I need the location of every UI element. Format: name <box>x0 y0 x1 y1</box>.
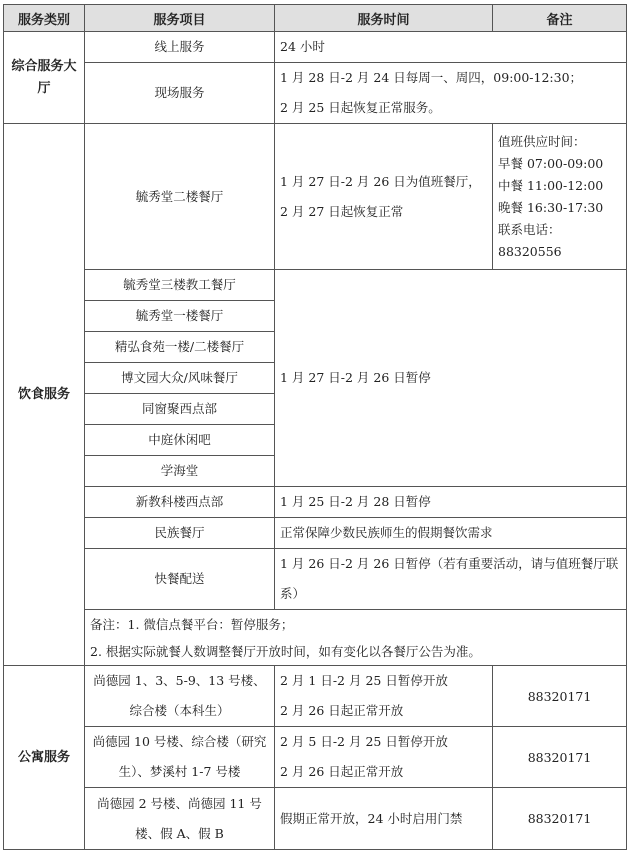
item-restaurant: 学海堂 <box>85 456 275 487</box>
table-row <box>4 518 627 549</box>
note-line: 联系电话：88320556 <box>498 221 562 259</box>
item-apartment: 尚德园 2 号楼、尚德园 11 号楼、假 A、假 B <box>85 788 275 850</box>
table-row <box>4 666 627 727</box>
apartment-phone: 88320171 <box>493 788 627 850</box>
header-row <box>4 5 627 32</box>
time-onsite-line2: 2 月 25 日起恢复正常服务。 <box>280 100 441 115</box>
time-apartment-line2: 2 月 26 日起正常开放 <box>280 703 404 718</box>
table-row <box>4 487 627 518</box>
time-online: 24 小时 <box>275 32 627 63</box>
apartment-phone: 88320171 <box>493 666 627 727</box>
table-row <box>4 270 627 301</box>
time-apartment-line1: 2 月 1 日-2 月 25 日暂停开放 <box>280 673 448 688</box>
category-apartment: 公寓服务 <box>4 666 85 850</box>
time-onsite <box>275 63 627 124</box>
header-time: 服务时间 <box>275 5 493 32</box>
table-row <box>4 63 627 124</box>
item-onsite: 现场服务 <box>85 63 275 124</box>
note-line: 值班供应时间： <box>498 133 586 149</box>
item-restaurant: 精弘食苑一楼/二楼餐厅 <box>85 332 275 363</box>
item-minzu: 民族餐厅 <box>85 518 275 549</box>
remark-line: 2. 根据实际就餐人数调整餐厅开放时间，如有变化以各餐厅公告为准。 <box>90 643 481 659</box>
table-row <box>4 610 627 666</box>
table-row <box>4 124 627 270</box>
apartment-phone: 88320171 <box>493 727 627 788</box>
item-online: 线上服务 <box>85 32 275 63</box>
item-restaurant: 博文园大众/风味餐厅 <box>85 363 275 394</box>
item-restaurant: 毓秀堂一楼餐厅 <box>85 301 275 332</box>
time-onsite-line1: 1 月 28 日-2 月 24 日每周一、周四，09:00-12:30； <box>280 70 583 85</box>
item-delivery: 快餐配送 <box>85 549 275 610</box>
header-note: 备注 <box>493 5 627 32</box>
table-row <box>4 32 627 63</box>
time-apartment <box>275 727 493 788</box>
item-yuxiu-2f: 毓秀堂二楼餐厅 <box>85 124 275 270</box>
header-item: 服务项目 <box>85 5 275 32</box>
table-row <box>4 788 627 850</box>
time-yuxiu-2f: 1 月 27 日-2 月 26 日为值班餐厅，2 月 27 日起恢复正常 <box>275 124 493 270</box>
time-xinjiao: 1 月 25 日-2 月 28 日暂停 <box>275 487 627 518</box>
item-apartment: 尚德园 10 号楼、综合楼（研究生）、梦溪村 1-7 号楼 <box>85 727 275 788</box>
table-row <box>4 549 627 610</box>
time-restaurant-group: 1 月 27 日-2 月 26 日暂停 <box>275 270 627 487</box>
service-schedule-table <box>3 4 627 850</box>
note-line: 中餐 11:00-12:00 <box>498 177 604 193</box>
time-apartment-line1: 2 月 5 日-2 月 25 日暂停开放 <box>280 734 448 749</box>
category-dining: 饮食服务 <box>4 124 85 666</box>
item-restaurant: 同窗聚西点部 <box>85 394 275 425</box>
header-category: 服务类别 <box>4 5 85 32</box>
note-line: 早餐 07:00-09:00 <box>498 155 604 171</box>
dining-remarks <box>85 610 627 666</box>
time-apartment: 假期正常开放，24 小时启用门禁 <box>275 788 493 850</box>
item-restaurant: 中庭休闲吧 <box>85 425 275 456</box>
time-apartment <box>275 666 493 727</box>
remark-line: 备注：1. 微信点餐平台：暂停服务； <box>90 616 294 632</box>
item-xinjiao: 新教科楼西点部 <box>85 487 275 518</box>
category-hall: 综合服务大厅 <box>4 32 85 124</box>
time-minzu: 正常保障少数民族师生的假期餐饮需求 <box>275 518 627 549</box>
item-restaurant: 毓秀堂三楼教工餐厅 <box>85 270 275 301</box>
item-apartment: 尚德园 1、3、5-9、13 号楼、综合楼（本科生） <box>85 666 275 727</box>
time-delivery: 1 月 26 日-2 月 26 日暂停（若有重要活动，请与值班餐厅联系） <box>275 549 627 610</box>
time-apartment-line2: 2 月 26 日起正常开放 <box>280 764 404 779</box>
table-row <box>4 727 627 788</box>
note-line: 晚餐 16:30-17:30 <box>498 199 604 215</box>
note-yuxiu-2f <box>493 124 627 270</box>
